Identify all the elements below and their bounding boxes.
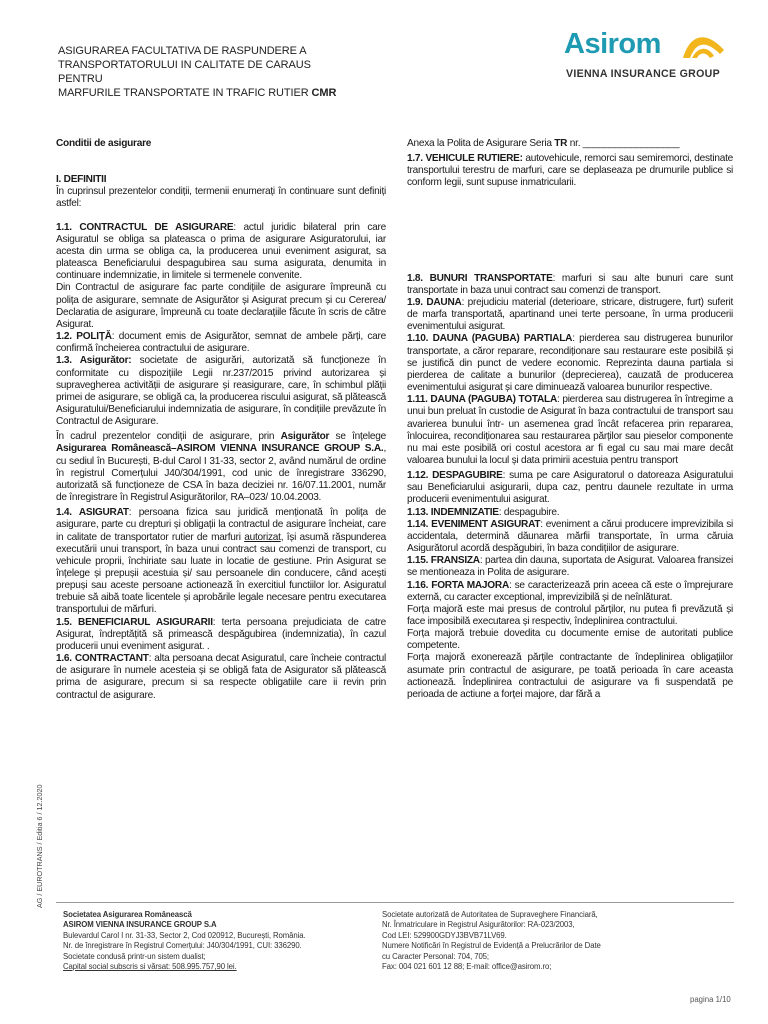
right-column: [407, 138, 733, 701]
policy-annex-line: Anexa la Polita de Asigurare Seria TR nr. __________________: [407, 138, 680, 149]
footer-regulatory-info: [382, 910, 682, 972]
definition-1-14: 1.14. EVENIMENT ASIGURAT: eveniment a cărui producere imprevizibila si accidentala, determină dăunarea mărfii transportate, în urma căruia Asigurătorul acordă despăgubiri, în baza condițiilor de asigurare.: [407, 518, 733, 555]
definition-1-5: 1.5. BENEFICIARUL ASIGURARII: terta persoana prejudiciata de catre Asigurat, îndreptățită să primească despăgubirea (indemnizatia), în cazul producerii unui eveniment asigurat. .: [56, 616, 386, 652]
title-line-1: ASIGURAREA FACULTATIVA DE RASPUNDERE A: [58, 45, 307, 57]
title-line-2: TRANSPORTATORULUI IN CALITATE DE CARAUS PENTRU: [58, 59, 311, 85]
definition-1-3-insurer: În cadrul prezentelor condiții de asigurare, prin Asigurător se înțelege Asigurarea Românească–ASIROM VIENNA INSURANCE GROUP S.A., cu sediul în București, B-dul Carol I 31-33, sector 2, având numărul de ordine în registrul Comerțului J40/304/1991, cod unic de înregistrare 336290, autorizată să funcționeze de CSA în baza deciziei nr. 16/07.11.2001, număr de înregistrare în Registrul Asigurătorilor, RA–023/ 10.04.2003.: [56, 431, 386, 504]
definition-1-16-p2: Forța majoră este mai presus de controlul părților, nu putea fi prevăzută și face imposibilă executarea și respectiv, îndeplinirea contractului.: [407, 603, 733, 627]
definition-1-11: 1.11. DAUNA (PAGUBA) TOTALA: pierderea sau distrugerea în întregime a unui bun preluat în custodie de Asigurat în baza contractului de transport sau avarierea bunului într- un asemenea grad încât refacerea prin repararea, înlocuirea, recondiționarea sau restaurarea părților sau pieselor componente nu mai este posibilă ori costul acestora ar fi egal cu sau mai mare decât valoarea bunului la locul și data primirii acestuia pentru transport: [407, 394, 733, 466]
footer-left-line: Societatea Asigurarea Românească: [63, 910, 192, 919]
definition-1-16-p3: Forța majoră trebuie dovedita cu documente emise de autoritati publice competente.: [407, 628, 733, 652]
footer-right-line: Cod LEI: 529900GDYJ3BVB71LV69.: [382, 930, 507, 940]
footer-left-line: Nr. de înregistrare în Registrul Comerțului: J40/304/1991, CUI: 336290.: [63, 941, 302, 951]
logo-group-name: VIENNA INSURANCE GROUP: [566, 68, 720, 80]
footer-left-line: ASIROM VIENNA INSURANCE GROUP S.A: [63, 920, 217, 930]
definition-1-6: 1.6. CONTRACTANT: alta persoana decat Asiguratul, care încheie contractul de asigurare în numele acesteia și se obligă fata de Asigurator să plătească prima de asigurare, precum si sa respecte obligatiile care ii revin prin contractul de asigurare.: [56, 653, 387, 701]
footer-right-line: Numere Notificări în Registrul de Evidență a Prelucrărilor de Date: [382, 941, 601, 951]
footer-left-line: Bulevardul Carol I nr. 31-33, Sector 2, Cod 020912, București, România.: [63, 930, 306, 940]
definitions-intro: În cuprinsul prezentelor condiții, termenii enumerați în continuare sunt definiți astfel:: [56, 186, 386, 210]
logo-mark-icon: [680, 28, 728, 62]
title-line-3: MARFURILE TRANSPORTATE IN TRAFIC RUTIER CMR: [58, 87, 337, 99]
footer-left-line: Capital social subscris si vărsat: 508.995.757,90 lei.: [63, 962, 237, 972]
definition-1-9: 1.9. DAUNA: prejudiciu material (deterioare, stricare, distrugere, furt) suferit de marfa transportată, apartinand unei terte persoane, în urma producerii evenimentului asigurat.: [407, 296, 734, 333]
document-title: [58, 44, 358, 100]
page-number: pagina 1/10: [690, 995, 731, 1004]
footer-left-line: Societate condusă printr-un sistem dualist;: [63, 951, 206, 961]
footer-right-line: Societate autorizată de Autoritatea de Supraveghere Financiară,: [382, 910, 598, 919]
definition-1-8: 1.8. BUNURI TRANSPORTATE: marfuri si sau alte bunuri care sunt transportate in baza unui contract sau comenzi de transport.: [407, 272, 733, 296]
definition-1-1: 1.1. CONTRACTUL DE ASIGURARE: actul juridic bilateral prin care Asiguratul se obliga sa plateasca o prima de asigurare Asiguratorului, iar acesta din urma se obliga ca, la producerea unui eveniment asigurat, sa plateasca Beneficiarului despagubirea sau suma asigurata, denumita in continuare indemnizatie, in limitele si termenele convenite.: [56, 221, 386, 282]
conditions-title: Conditii de asigurare: [56, 138, 152, 149]
definition-1-16-p4: Forța majoră exonerează părțile contractante de îndeplinirea obligațiilor asumate prin contractul de asigurare, pe toată perioada în care aceasta actionează. Îndeplinirea contractului de asigurare va fi suspendată pe perioada de actiune a forței majore, dar fără a: [407, 652, 733, 700]
footer-right-line: Fax: 004 021 601 12 88; E-mail: office@asirom.ro;: [382, 962, 552, 972]
footer-divider: [56, 902, 734, 903]
definition-1-12: 1.12. DESPAGUBIRE: suma pe care Asiguratorul o datoreaza Asiguratului sau Beneficiarului asigurarii, dupa caz, pentru daunele rezultate in urma producerii evenimentului asigurat.: [407, 470, 733, 506]
definition-1-15: 1.15. FRANSIZA: partea din dauna, suportata de Asigurat. Valoarea fransizei se mentioneaza in Polita de asigurare.: [407, 555, 734, 579]
definition-1-10: 1.10. DAUNA (PAGUBA) PARTIALA: pierderea sau distrugerea bunurilor transportate, a căror reparare, recondiționare sau restaurare este posibilă și se justifică din punct de vedere economic. Reprezinta dauna partiala si pierderea de calitate a bunurilor (deprecierea), cauzată de producerea evenimentului asigurat și care diminuează valoarea bunurilor respective.: [407, 333, 733, 394]
footer-company-info: [63, 910, 363, 972]
definition-1-7: 1.7. VEHICULE RUTIERE: autovehicule, remorci sau semiremorci, destinate transportului terestru de marfuri, care se deplaseaza pe drumurile publice si conform legii, sunt supuse inmatricularii.: [407, 153, 733, 189]
document-edition-code: AG / EUROTRANS / Editia 6 / 12.2020: [35, 784, 44, 908]
definition-1-16: 1.16. FORTA MAJORA: se caracterizează prin aceea că este o împrejurare externă, cu caracter exceptional, imprevizibilă și de neînlăturat.: [407, 579, 733, 603]
asirom-logo: [562, 28, 732, 84]
definition-1-13: 1.13. INDEMNIZATIE: despagubire.: [407, 506, 560, 518]
logo-name: Asirom: [564, 28, 661, 60]
footer-right-line: Nr. Înmatriculare in Registrul Asigurătorilor: RA-023/2003,: [382, 920, 575, 930]
footer-right-line: cu Caracter Personal: 704, 705;: [382, 951, 489, 961]
definition-1-3: 1.3. Asigurător: societate de asigurări, autorizată să funcționeze în conformitate cu dispozițiile Legii nr.237/2015 privind autorizarea și supravegherea activității de asigurare și reasigurare, care, în schimbul plății primei de asigurare, se obligă ca, la producerea riscului asigurat, să plătească Asiguratului/Beneficiarului indemnizatia de asigurare, în condițiile prevăzute în Contractul de Asigurare.: [56, 355, 386, 428]
definition-1-2: 1.2. POLIȚĂ: document emis de Asigurător, semnat de ambele părți, care confirmă încheierea contractului de asigurare.: [56, 331, 386, 355]
definition-1-4: 1.4. ASIGURAT: persoana fizica sau juridică menționată în polița de asigurare, parte cu drepturi și obligații la contractul de asigurare încheiat, care in calitate de transportator rutier de marfuri autorizat, își asumă răspunderea executării unui transport, în baza unui contract sau comenzi de transport, cu vehicule proprii, închiriate sau luate in locatie de gestiune. Prin Asigurat se înțelege și prepușii acestuia și/ sau persoanele din conducere, când acești prepuși sau aceste persoane actionează în exercitiul functiilor lor. Asiguratul trebuie să aibă toate licentele și aprobările legale necesare pentru executarea transportului de mărfuri.: [56, 507, 386, 616]
left-column: [56, 138, 386, 702]
definitions-heading: I. DEFINITII: [56, 174, 107, 186]
definition-1-1-continued: Din Contractul de asigurare fac parte condițiile de asigurare împreună cu polița de asigurare, semnate de Asigurător și Asigurat precum și cu Cererea/ Declaratia de asigurare, împreună cu toate declarațiile făcute în scris de către Asigurat.: [56, 282, 386, 330]
